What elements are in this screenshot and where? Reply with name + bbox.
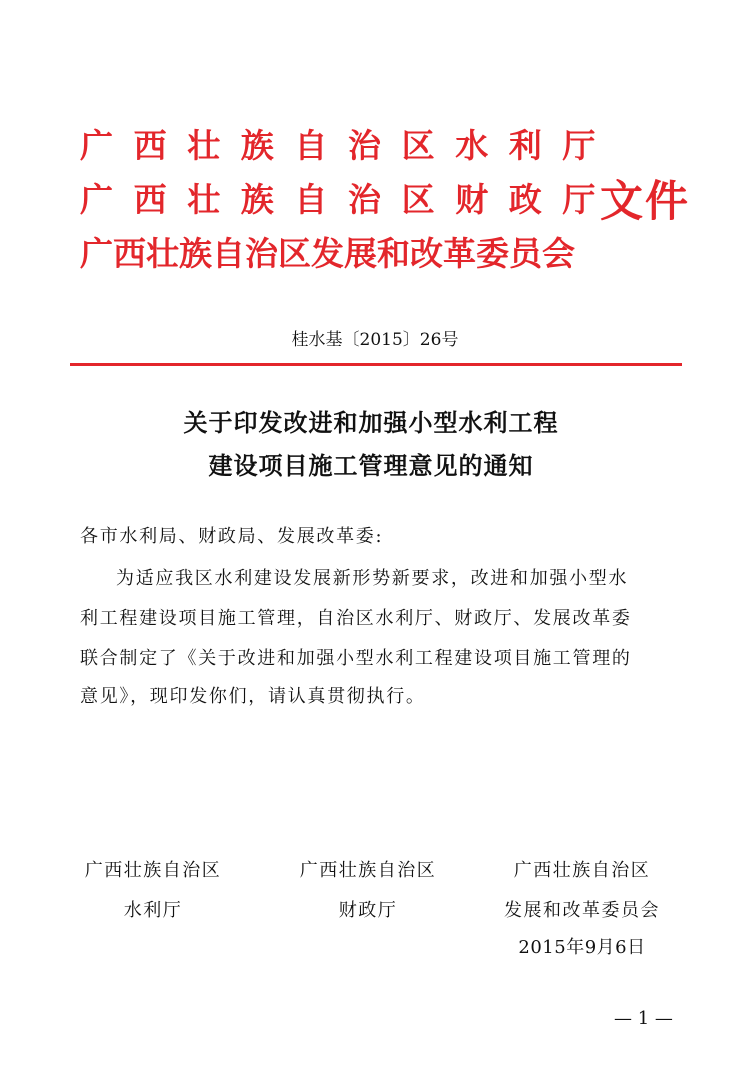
body-line-1: 为适应我区水利建设发展新形势新要求，改进和加强小型水 xyxy=(116,568,629,589)
document-type-label: 文件 xyxy=(600,177,690,227)
signature-3-line-1: 广西壮族自治区 xyxy=(513,860,651,881)
body-line-4: 意见》，现印发你们，请认真贯彻执行。 xyxy=(80,686,426,707)
body-line-3: 联合制定了《关于改进和加强小型水利工程建设项目施工管理的 xyxy=(80,648,632,669)
signature-1-line-1: 广西壮族自治区 xyxy=(84,860,222,881)
issue-date: 2015年9月6日 xyxy=(518,937,646,958)
salutation: 各市水利局、财政局、发展改革委: xyxy=(80,526,384,547)
document-title-line-1: 关于印发改进和加强小型水利工程 xyxy=(183,409,559,437)
signature-2-line-2: 财政厅 xyxy=(338,900,398,921)
issuer-water-resources-dept: 广西壮族自治区水利厅 xyxy=(80,126,616,165)
signature-1-line-2: 水利厅 xyxy=(123,900,183,921)
issuer-development-reform-commission: 广西壮族自治区发展和改革委员会 xyxy=(80,234,575,273)
issuer-finance-dept: 广西壮族自治区财政厅 xyxy=(80,180,616,219)
signature-2-line-1: 广西壮族自治区 xyxy=(299,860,437,881)
page-number: — 1 — xyxy=(614,1008,673,1029)
document-title-line-2: 建设项目施工管理意见的通知 xyxy=(208,452,534,480)
red-divider-line xyxy=(70,363,682,366)
document-number: 桂水基〔2015〕26号 xyxy=(291,330,459,350)
body-line-2: 利工程建设项目施工管理，自治区水利厅、财政厅、发展改革委 xyxy=(80,608,632,629)
signature-3-line-2: 发展和改革委员会 xyxy=(504,900,660,921)
